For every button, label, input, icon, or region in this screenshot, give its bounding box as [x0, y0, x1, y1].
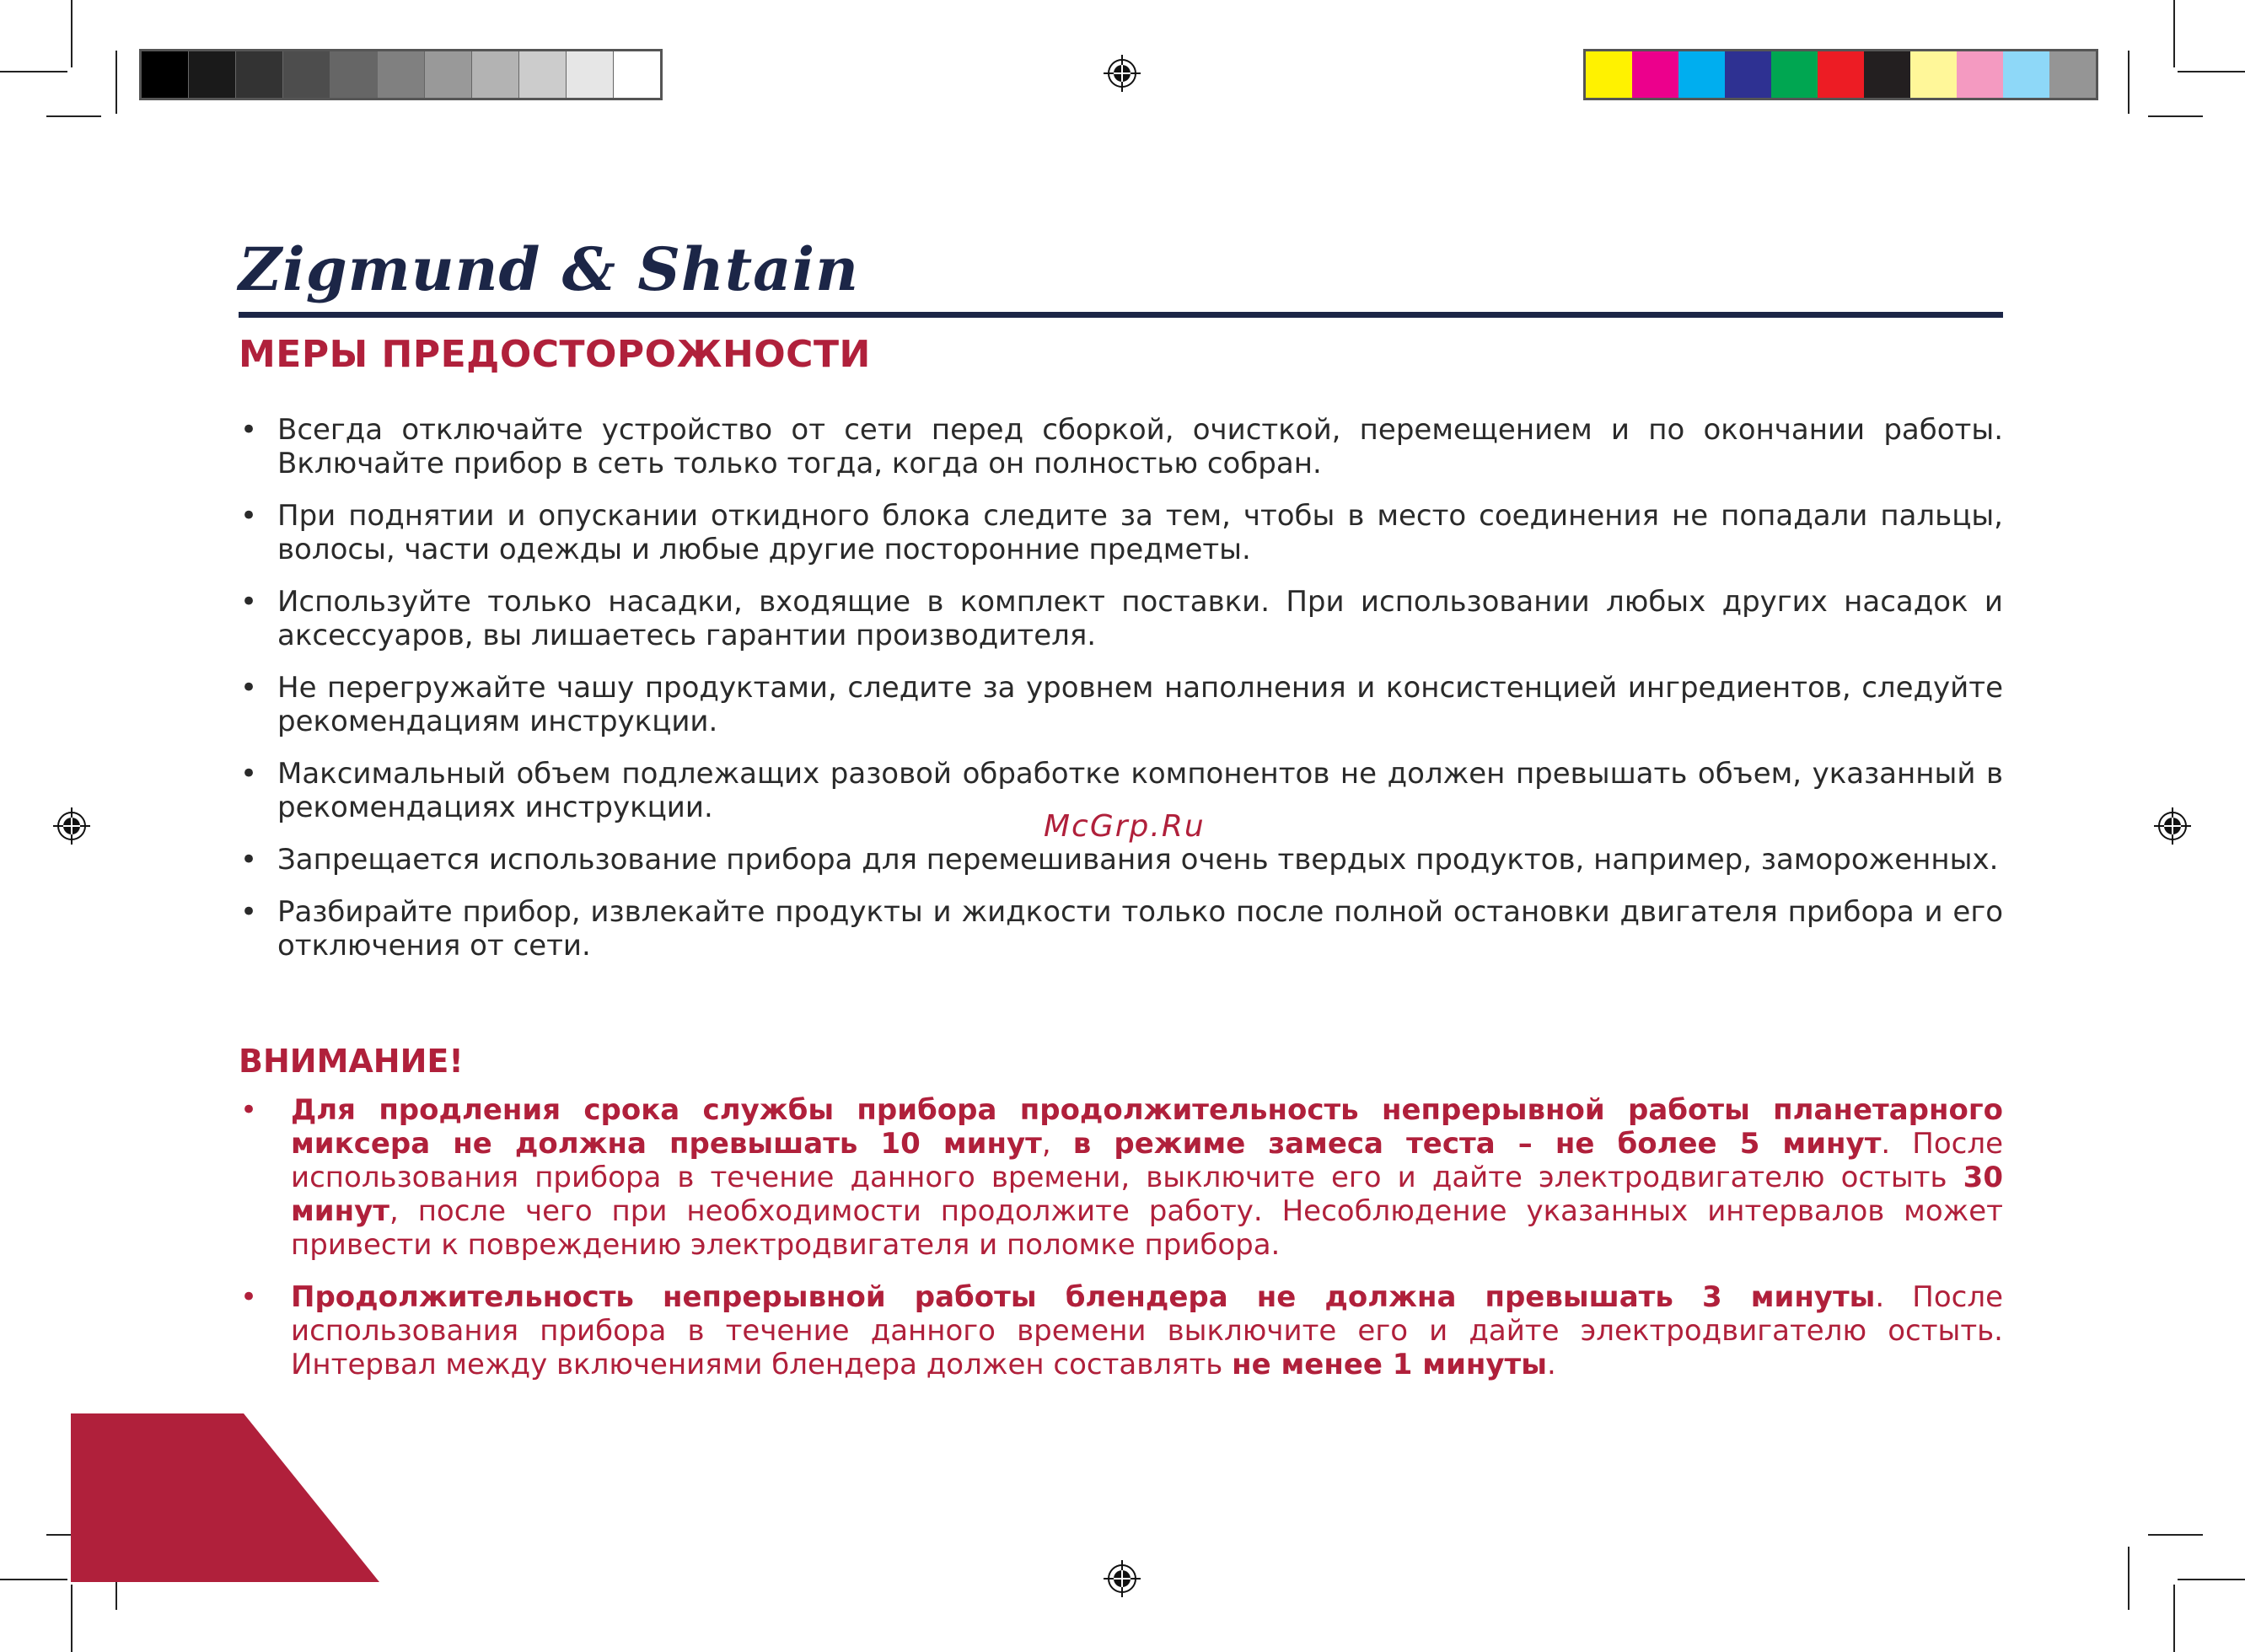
crop-mark — [2148, 1534, 2203, 1536]
crop-mark — [2178, 1579, 2245, 1580]
color-swatch — [282, 51, 330, 98]
crop-mark — [0, 71, 67, 72]
warning-list — [239, 1093, 2003, 1400]
crop-mark — [2173, 0, 2175, 67]
registration-target-icon — [2154, 807, 2191, 845]
registration-target-icon — [53, 807, 90, 845]
crop-mark — [46, 115, 101, 117]
list-item: • Запрещается использование прибора для перемешивания очень твердых продуктов, например, замороженных. — [240, 843, 1999, 877]
color-swatch — [1910, 51, 1957, 98]
crop-mark — [2173, 1585, 2175, 1652]
color-swatch — [1632, 51, 1678, 98]
color-swatch — [330, 51, 377, 98]
color-swatch — [518, 51, 566, 98]
section-title-precautions: МЕРЫ ПРЕДОСТОРОЖНОСТИ — [239, 333, 871, 376]
list-item: • Не перегружайте чашу продуктами, следите за уровнем наполнения и консистенцией ингредиентов, следуйте рекомендациям инструкции. — [240, 671, 2003, 738]
header-rule — [239, 312, 2003, 318]
color-swatch — [235, 51, 282, 98]
color-swatch — [613, 51, 660, 98]
crop-mark — [71, 1585, 73, 1652]
color-swatch — [2003, 51, 2049, 98]
brand-logo: Zigmund & Shtain — [239, 234, 859, 304]
color-swatch — [1771, 51, 1818, 98]
corner-decoration — [71, 1413, 379, 1582]
bullet-icon: • — [240, 1280, 258, 1314]
bullet-icon: • — [240, 757, 258, 791]
color-swatch — [566, 51, 613, 98]
crop-mark — [115, 51, 117, 114]
crop-mark — [2128, 51, 2130, 114]
color-swatch — [1818, 51, 1864, 98]
bullet-icon: • — [240, 671, 258, 705]
bullet-icon: • — [240, 895, 258, 929]
section-title-warning: ВНИМАНИЕ! — [239, 1043, 464, 1080]
crop-mark — [2178, 71, 2245, 72]
color-bar — [1583, 49, 2098, 100]
color-swatch — [1957, 51, 2003, 98]
bullet-icon: • — [240, 1093, 258, 1127]
grayscale-bar — [139, 49, 663, 100]
crop-mark — [2128, 1547, 2130, 1610]
crop-mark — [0, 1579, 67, 1580]
registration-target-icon — [1104, 1560, 1141, 1597]
list-item: • При поднятии и опускании откидного блока следите за тем, чтобы в место соединения не попадали пальцы, волосы, части одежды и любые другие посторонние предметы. — [240, 499, 2003, 566]
precautions-list — [239, 413, 2003, 981]
color-swatch — [1678, 51, 1725, 98]
watermark-link[interactable]: McGrp.Ru — [1044, 809, 1206, 844]
list-item: • Используйте только насадки, входящие в комплект поставки. При использовании любых других насадок и аксессуаров, вы лишаетесь гарантии производителя. — [240, 585, 2003, 652]
bullet-icon: • — [240, 843, 258, 877]
bullet-icon: • — [240, 585, 258, 619]
color-swatch — [1725, 51, 1771, 98]
color-swatch — [471, 51, 518, 98]
color-swatch — [2049, 51, 2096, 98]
list-item: • Для продления срока службы прибора продолжительность непрерывной работы планетарного миксера не должна превышать 10 минут, в режиме замеса теста – не более 5 минут. После использования прибора в течение данного времени, выключите его и дайте электродвигателю остыть 30 минут, после чего при необходимости продолжите работу. Несоблюдение указанных интервалов может привести к повреждению электродвигателя и поломке прибора. — [240, 1093, 2004, 1262]
bullet-icon: • — [240, 413, 258, 447]
color-swatch — [188, 51, 235, 98]
color-swatch — [142, 51, 188, 98]
registration-target-icon — [1104, 55, 1141, 92]
list-item: • Продолжительность непрерывной работы блендера не должна превышать 3 минуты. После использования прибора в течение данного времени выключите его и дайте электродвигателю остыть. Интервал между включениями блендера должен составлять не менее 1 минуты. — [240, 1280, 2003, 1381]
crop-mark — [71, 0, 73, 67]
list-item: • Всегда отключайте устройство от сети перед сборкой, очисткой, перемещением и по окончании работы. Включайте прибор в сеть только тогда, когда он полностью собран. — [240, 413, 2003, 480]
crop-mark — [2148, 115, 2203, 117]
color-swatch — [424, 51, 471, 98]
color-swatch — [1586, 51, 1632, 98]
color-swatch — [377, 51, 424, 98]
list-item: • Разбирайте прибор, извлекайте продукты и жидкости только после полной остановки двигателя прибора и его отключения от сети. — [240, 895, 2003, 963]
list-item: • Максимальный объем подлежащих разовой обработке компонентов не должен превышать объем, указанный в рекомендациях инструкции. — [240, 757, 2003, 824]
bullet-icon: • — [240, 499, 258, 533]
color-swatch — [1864, 51, 1910, 98]
